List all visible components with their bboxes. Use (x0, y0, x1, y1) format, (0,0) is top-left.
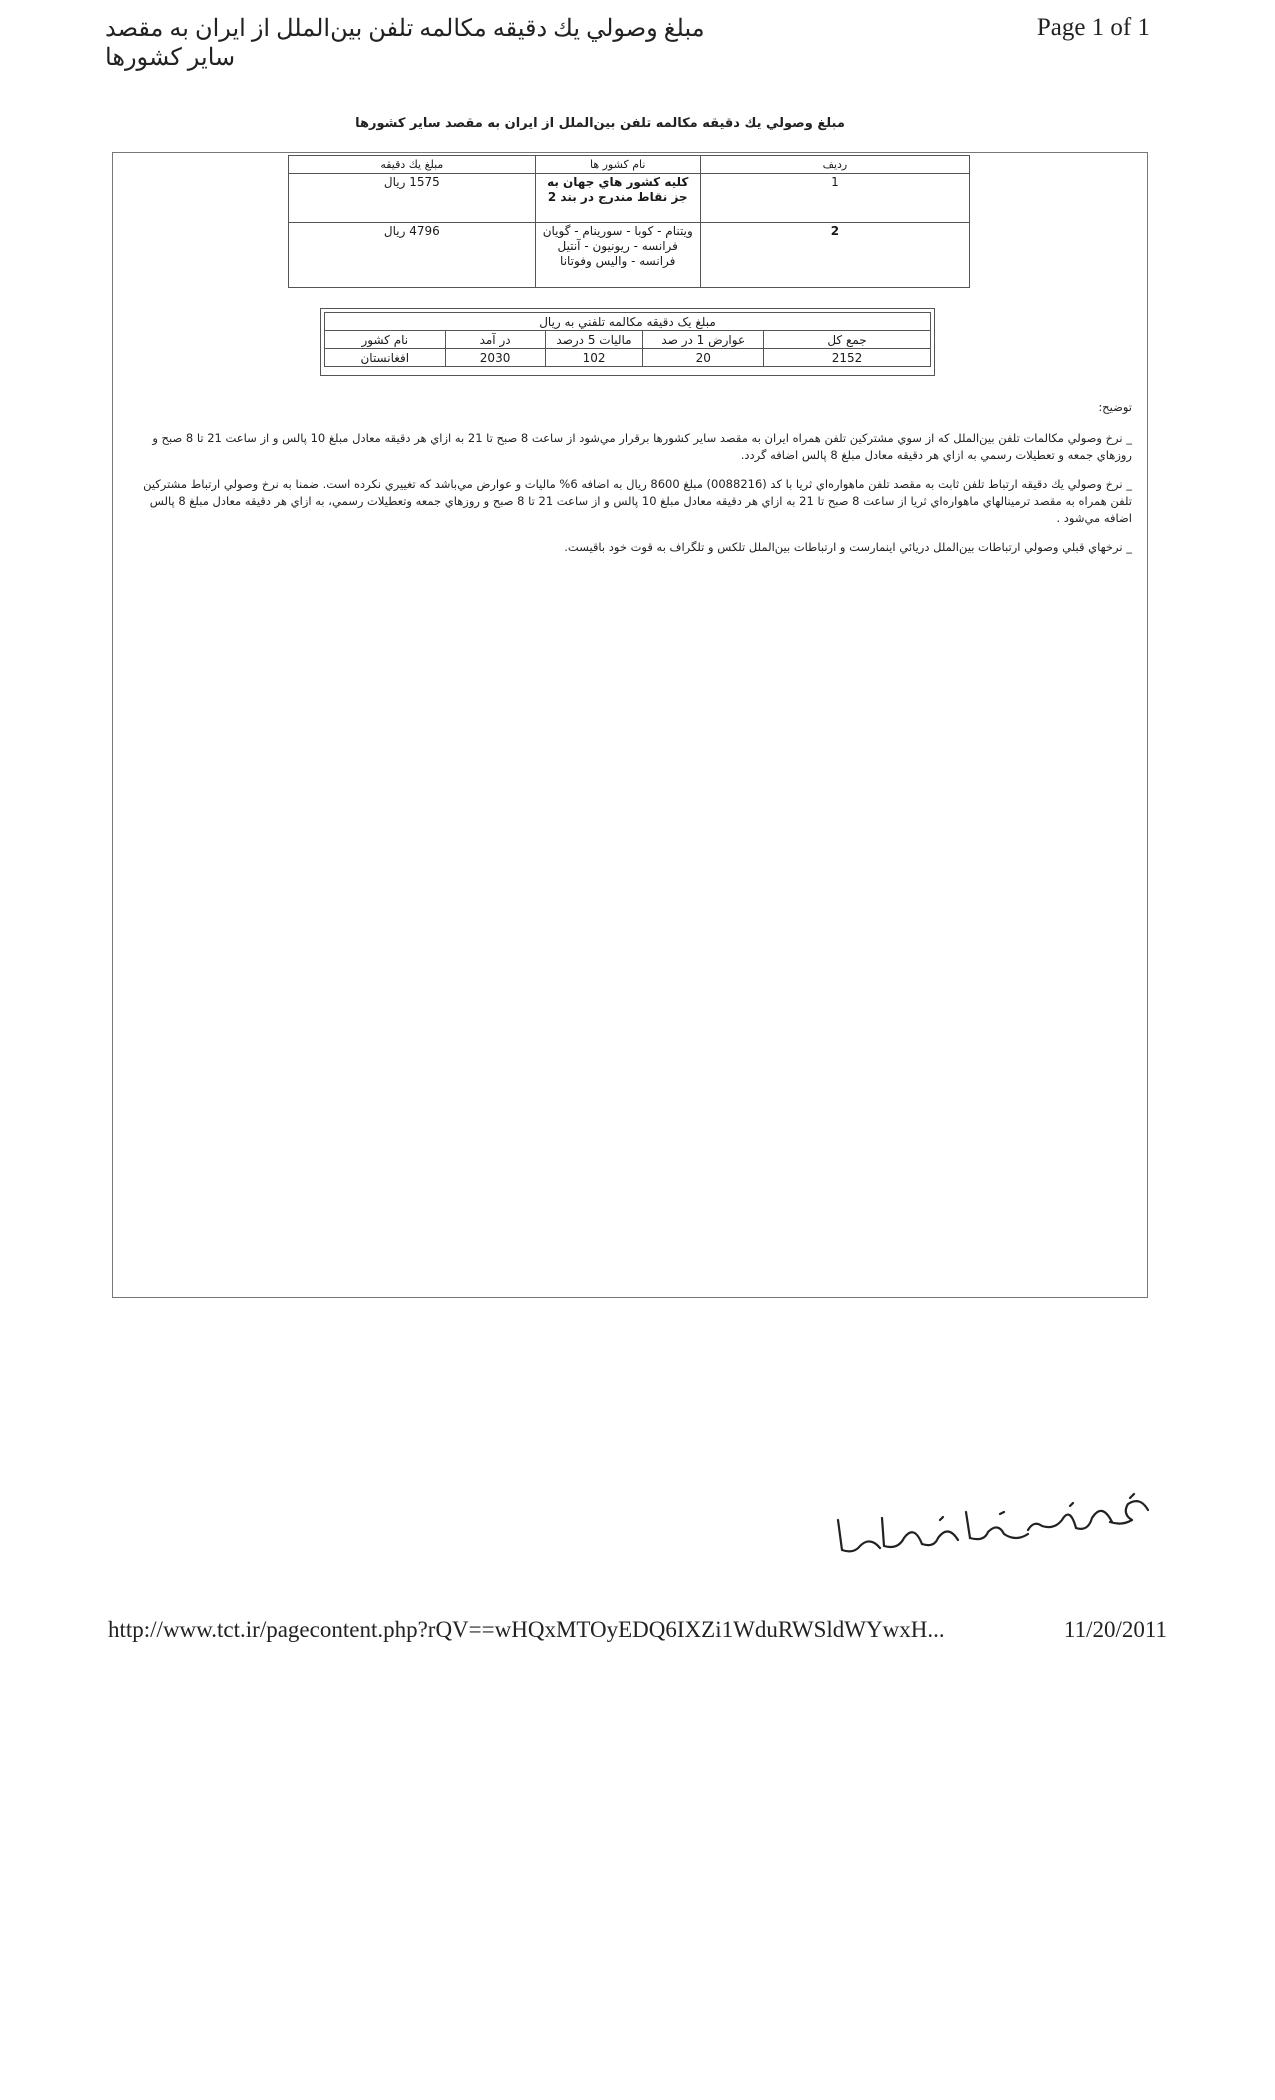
afghanistan-table-caption-row (325, 313, 931, 331)
notes-label: توضيح: (1098, 400, 1132, 414)
cell-tax: 102 (545, 349, 643, 367)
content-frame (112, 152, 1148, 1298)
afghanistan-table-header (325, 331, 931, 349)
row-index: 1 (700, 174, 969, 223)
column-header-countries: نام كشور ها (535, 156, 700, 174)
footer-url: http://www.tct.ir/pagecontent.php?rQV==wHQxMTOyEDQ6IXZi1WduRWSldWYwxH... (108, 1617, 945, 1642)
column-header-country: نام كشور (325, 331, 446, 349)
row-index: 2 (700, 223, 969, 288)
print-header-title: مبلغ وصولي يك دقيقه مكالمه تلفن بين‌الملل از ايران به مقصد ساير كشورها (105, 16, 705, 71)
document-heading: مبلغ وصولي يك دقيقه مكالمه تلفن بين‌الملل از ايران به مقصد ساير كشورها (355, 116, 845, 131)
page-number: Page 1 of 1 (1036, 14, 1150, 41)
afghanistan-table (324, 312, 931, 367)
cell-duties: 20 (643, 349, 764, 367)
column-header-total: جمع كل (764, 331, 931, 349)
footer-date: 11/20/2011 (1063, 1617, 1167, 1642)
row-amount: 4796 ريال (289, 223, 536, 288)
afghanistan-table-box (320, 308, 935, 376)
signature-drawing (830, 1470, 1170, 1570)
column-header-duties: عوارض 1 در صد (643, 331, 764, 349)
note-item: _ نرخ وصولي يك دقيقه ارتباط تلفن ثابت به مقصد تلفن ماهواره‌اي ثريا با كد (0088216) مبلغ 8600 ريال به اضافه 6% ماليات و عوارض مي‌باشد كه تغييري نكرده است. ضمنا به نرخ وصولي ارتباط مشتركين تلفن همراه به مقصد ترمينالهاي ماهواره‌اي ثريا از ساعت 8 صبح تا 21 به ازاي هر دقيقه معادل مبلغ 10 پالس و از ساعت 21 تا 8 صبح و روزهاي جمعه وتعطيلات رسمي، به ازاي هر دقيقه معادل مبلغ 8 پالس اضافه مي‌شود . (143, 477, 1132, 525)
afghanistan-table-caption: مبلغ يک دقيقه مکالمه تلفني به ريال (325, 313, 931, 331)
table-row (325, 349, 931, 367)
handwritten-signature (830, 1470, 1170, 1570)
column-header-index: رديف (700, 156, 969, 174)
column-header-amount: مبلغ يك دقيقه (289, 156, 536, 174)
note-item: _ نرخ وصولي مكالمات تلفن بين‌الملل كه از سوي مشتركين تلفن همراه ايران به مقصد ساير كشورها برقرار مي‌شود از ساعت 8 صبح تا 21 به ازاي هر دقيقه معادل مبلغ 10 پالس و از ساعت 21 تا 8 صبح و روزهاي جمعه و تعطيلات رسمي به ازاي هر دقيقه معادل مبلغ 8 پالس اضافه گردد. (152, 431, 1132, 462)
row-countries: ويتنام - كوبا - سورينام - گويان فرانسه - ريونيون - آنتيل فرانسه - واليس وفوتانا (535, 223, 700, 288)
cell-total: 2152 (764, 349, 931, 367)
cell-income: 2030 (445, 349, 545, 367)
table-row (289, 174, 970, 223)
rates-table (288, 155, 970, 288)
rates-table-header (289, 156, 970, 174)
column-header-tax: ماليات 5 درصد (545, 331, 643, 349)
cell-country: افغانستان (325, 349, 446, 367)
column-header-income: در آمد (445, 331, 545, 349)
notes-section (127, 399, 1132, 568)
row-amount: 1575 ريال (289, 174, 536, 223)
table-row (289, 223, 970, 288)
row-countries: كليه كشور هاي جهان به جز نقاط مندرج در بند 2 (535, 174, 700, 223)
note-item: _ نرخهاي قبلي وصولي ارتباطات بين‌الملل دريائي اينمارست و ارتباطات بين‌الملل تلكس و تلگراف به قوت خود باقيست. (564, 540, 1132, 554)
